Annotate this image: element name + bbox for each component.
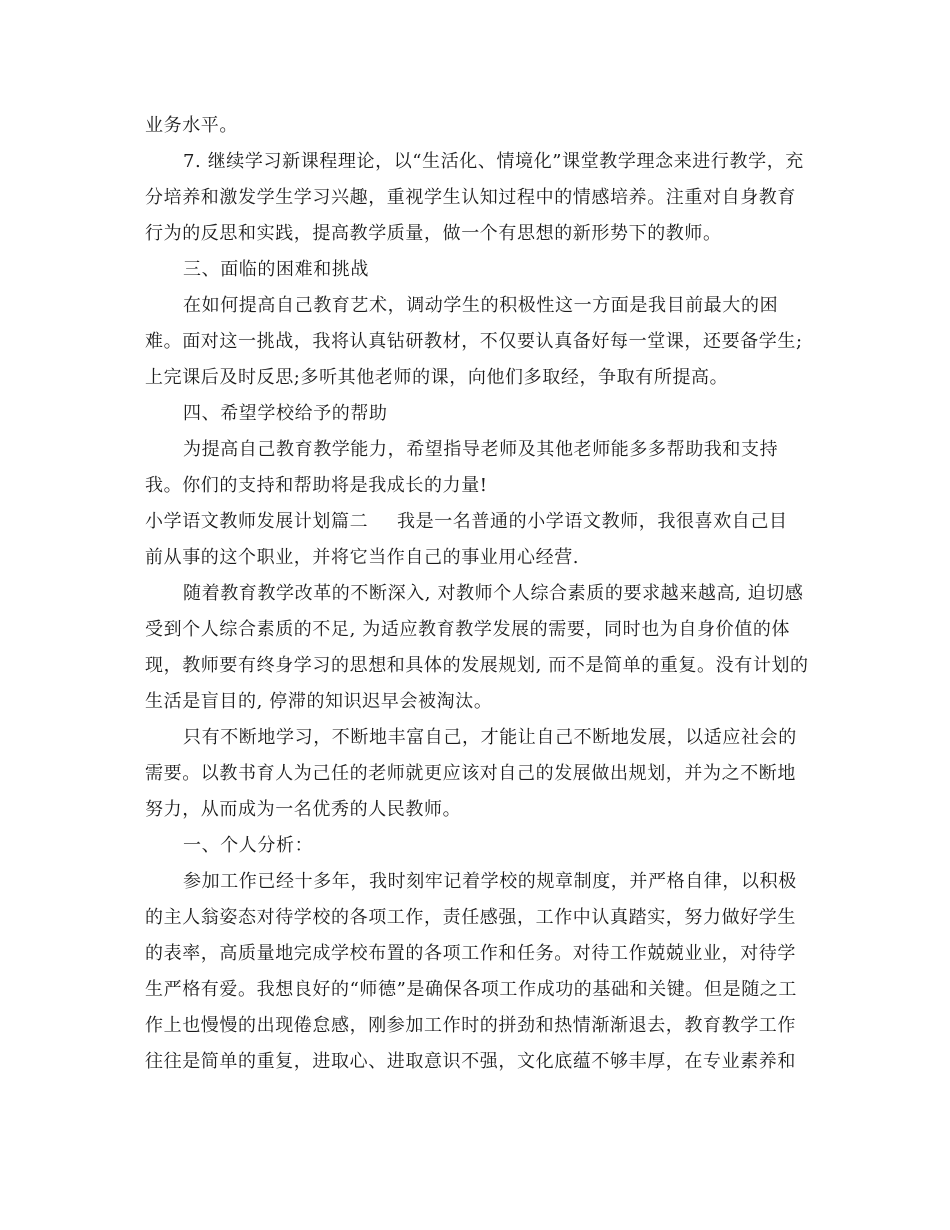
text-line: 生活是盲目的, 停滞的知识迟早会被淘汰。 — [145, 691, 493, 712]
text-line: 努力，从而成为一名优秀的人民教师。 — [145, 799, 462, 820]
text-line: 生严格有爱。我想良好的“师德”是确保各项工作成功的基础和关键。但是随之工 — [145, 979, 798, 1000]
text-line: 只有不断地学习，不断地丰富自己，才能让自己不断地发展，以适应社会的 — [183, 727, 797, 748]
text-line: 参加工作已经十多年，我时刻牢记着学校的规章制度，并严格自律，以积极 — [183, 871, 797, 892]
document-body — [145, 108, 810, 1080]
text-line: 往往是简单的重复，进取心、进取意识不强，文化底蕴不够丰厚，在专业素养和 — [145, 1051, 796, 1072]
second-plan-title: 小学语文教师发展计划篇二 — [145, 511, 369, 532]
text-line: 分培养和激发学生学习兴趣，重视学生认知过程中的情感培养。注重对自身教育 — [145, 187, 796, 208]
text-line: 为提高自己教育教学能力，希望指导老师及其他老师能多多帮助我和支持 — [183, 439, 779, 460]
second-plan-heading-line — [145, 504, 810, 540]
text-line: 需要。以教书育人为己任的老师就更应该对自己的发展做出规划，并为之不断地 — [145, 763, 796, 784]
text-block-part1 — [145, 108, 810, 504]
text-line: 作上也慢慢的出现倦怠感，刚参加工作时的拼劲和热情渐渐退去，教育教学工作 — [145, 1015, 796, 1036]
text-line: 在如何提高自己教育艺术，调动学生的积极性这一方面是我目前最大的困 — [183, 295, 779, 316]
text-line: 我。你们的支持和帮助将是我成长的力量! — [145, 475, 488, 496]
text-line: 行为的反思和实践，提高教学质量，做一个有思想的新形势下的教师。 — [145, 223, 722, 244]
text-line: 难。面对这一挑战，我将认真钻研教材，不仅要认真备好每一堂课，还要备学生; — [145, 331, 803, 352]
text-line: 受到个人综合素质的不足, 为适应教育教学发展的需要，同时也为自身价值的体 — [145, 619, 791, 640]
text-line: 现，教师要有终身学习的思想和具体的发展规划, 而不是简单的重复。没有计划的 — [145, 655, 809, 676]
second-plan-first-line: 我是一名普通的小学语文教师，我很喜欢自己目 — [397, 511, 788, 532]
text-line: 的主人翁姿态对待学校的各项工作，责任感强，工作中认真踏实，努力做好学生 — [145, 907, 796, 928]
text-line: 随着教育教学改革的不断深入, 对教师个人综合素质的要求越来越高, 迫切感 — [183, 583, 804, 604]
text-line: 的表率，高质量地完成学校布置的各项工作和任务。对待工作兢兢业业，对待学 — [145, 943, 796, 964]
text-line: 三、面临的困难和挑战 — [183, 259, 369, 280]
text-line: 业务水平。 — [145, 115, 238, 136]
text-line: 上完课后及时反思;多听其他老师的课，向他们多取经，争取有所提高。 — [145, 367, 729, 388]
text-line: 一、个人分析： — [183, 835, 314, 856]
text-line: 7. 继续学习新课程理论，以“生活化、情境化”课堂教学理念来进行教学，充 — [183, 151, 804, 172]
text-line: 四、希望学校给予的帮助 — [183, 403, 388, 424]
text-block-part2 — [145, 540, 810, 1080]
text-line: 前从事的这个职业，并将它当作自己的事业用心经营. — [145, 547, 580, 568]
